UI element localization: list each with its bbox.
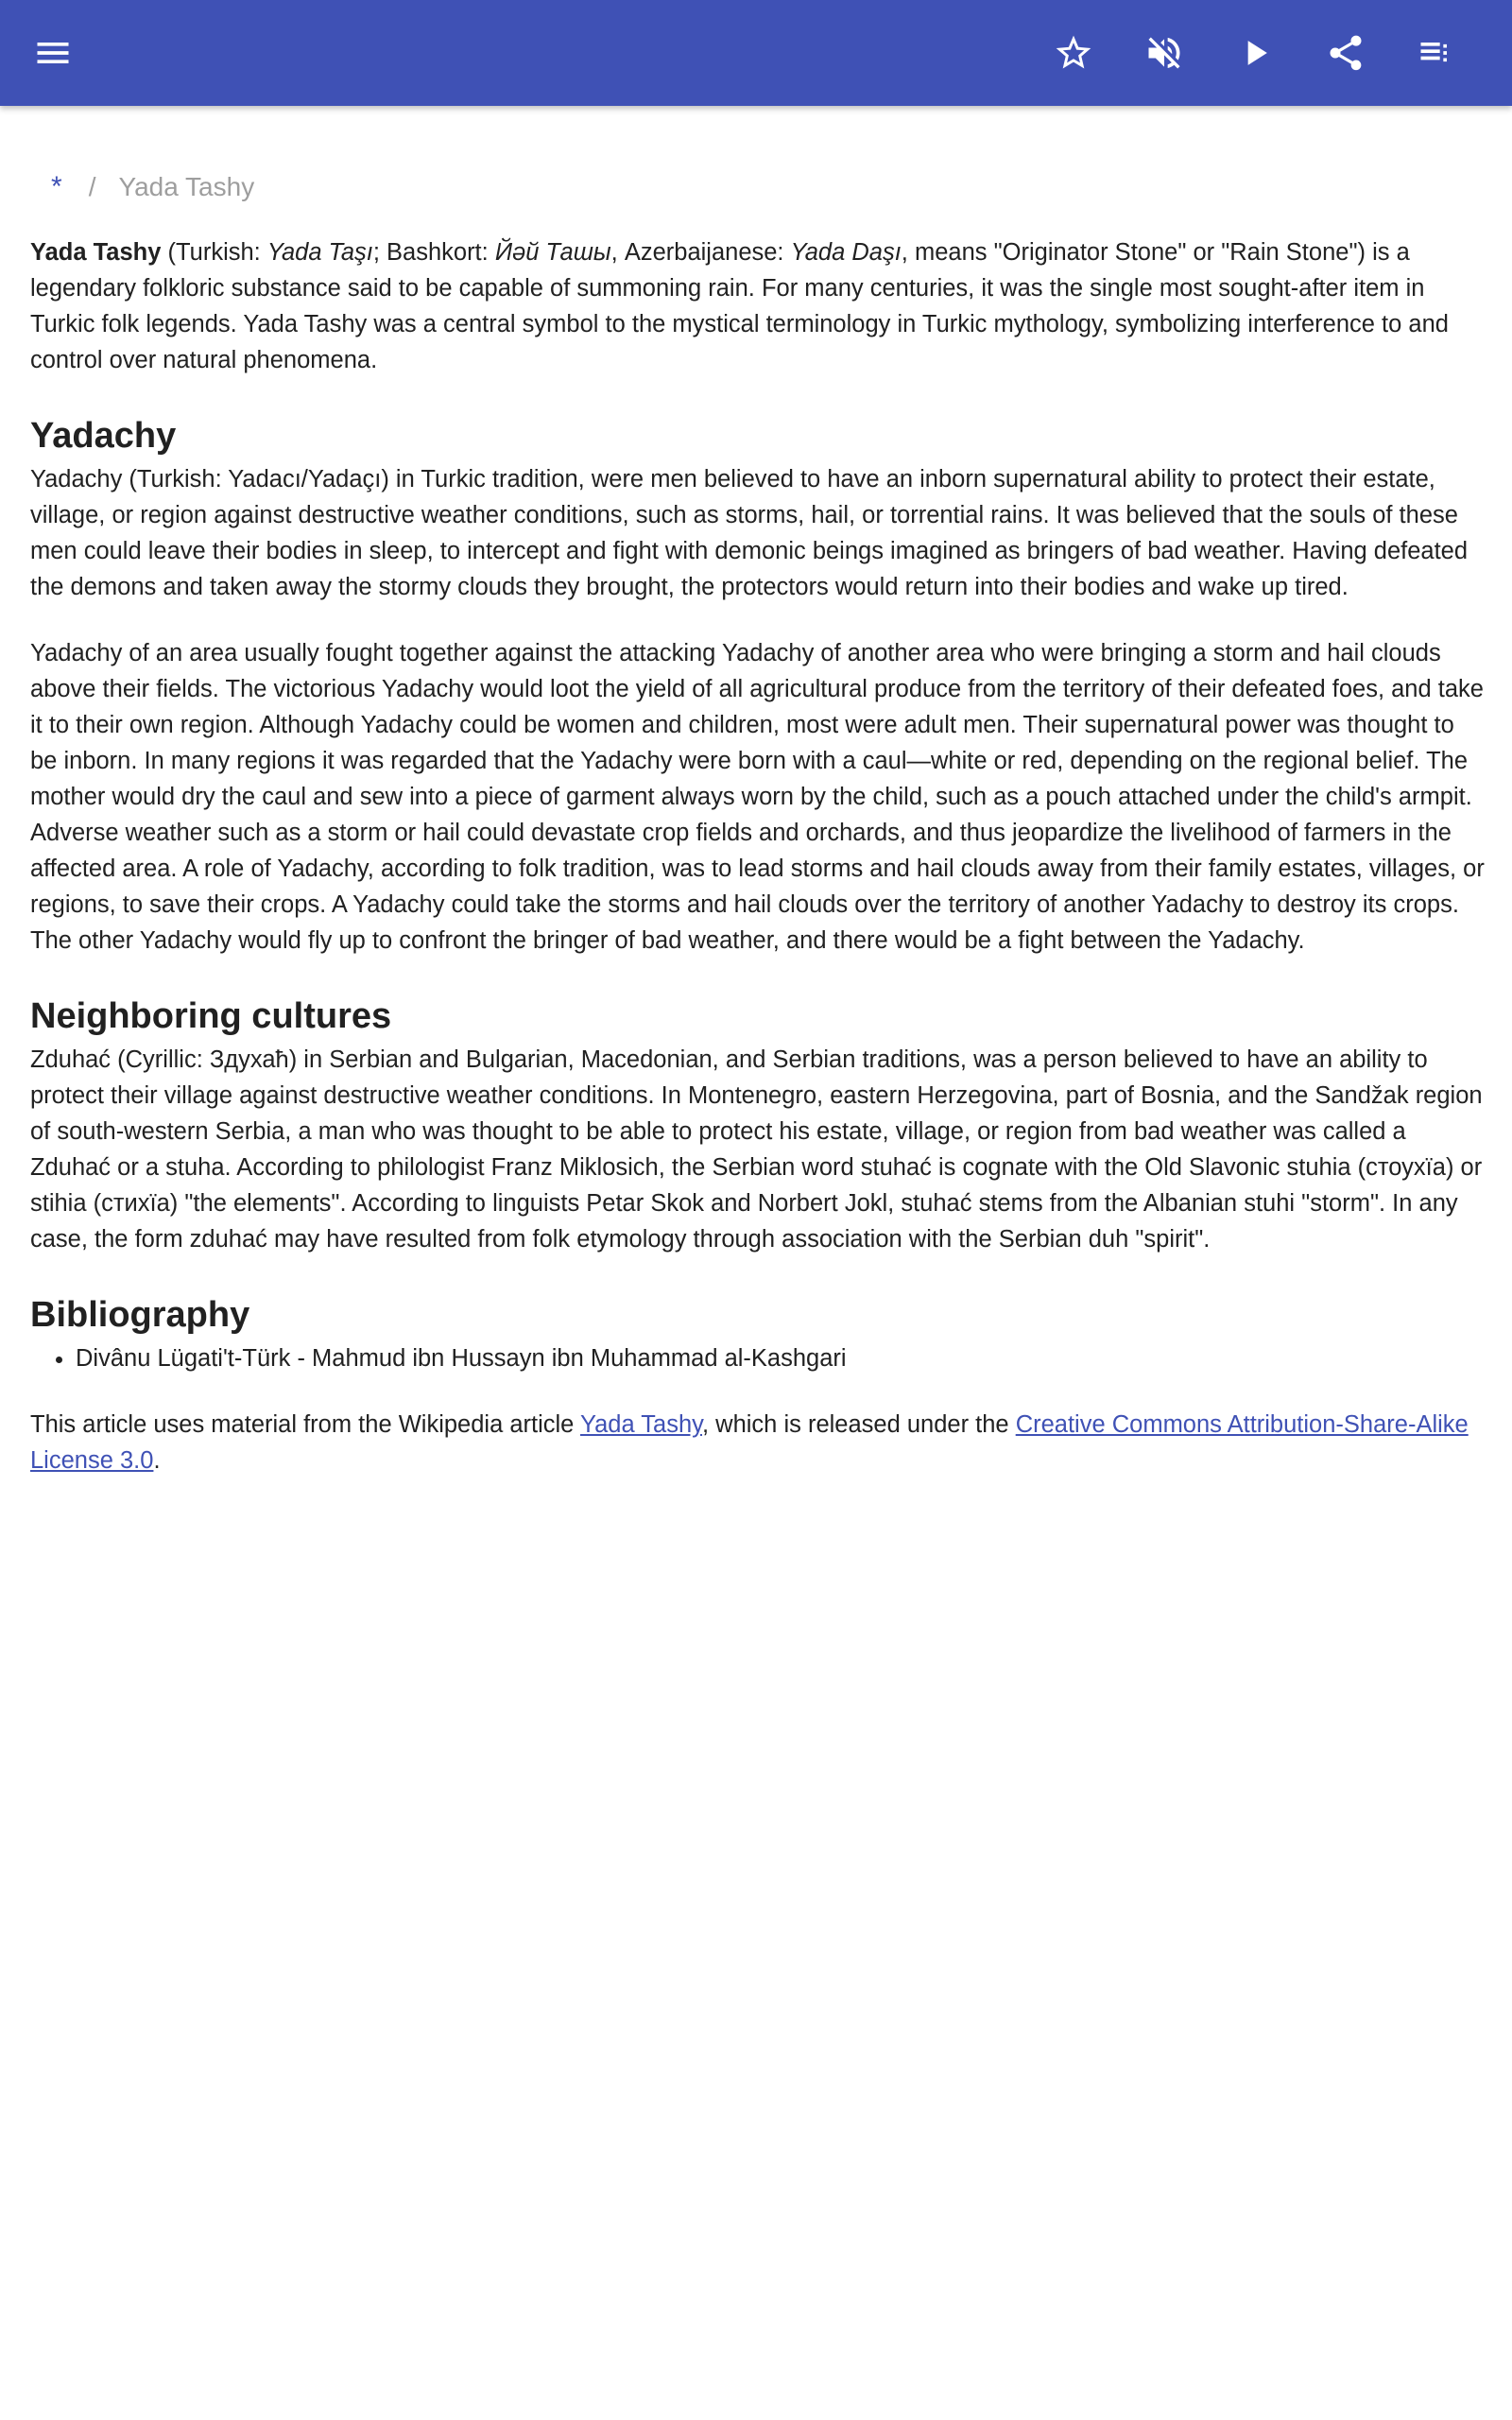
intro-title: Yada Tashy bbox=[30, 239, 162, 266]
intro-paragraph: Yada Tashy (Turkish: Yada Taşı; Bashkort: Йәй Ташы, Azerbaijanese: Yada Daşı, means "Originator Stone" or "Rain Stone") is a legendary folkloric substance said to be capable of summoning rain. For many centuries, it was the single most sought-after item in Turkic folk legends. Yada Tashy was a central symbol to the mystical terminology in Turkic mythology, symbolizing interference to and control over natural phenomena. bbox=[30, 239, 1449, 373]
turkish-name: Yada Taşı bbox=[266, 239, 373, 266]
yadachy-paragraph-1: Yadachy (Turkish: Yadacı/Yadaçı) in Turkic tradition, were men believed to have an inborn supernatural ability to protect their estate, village, or region against destructive weather conditions, such as storms, hail, or torrential rains. It was believed that the souls of these men could leave their bodies in sleep, to intercept and fight with demonic beings imagined as bringers of bad weather. Having defeated the demons and taken away the stormy clouds they brought, the protectors would return into their bodies and wake up tired. bbox=[30, 466, 1469, 600]
azeri-name: Yada Daşı bbox=[790, 239, 902, 266]
neighboring-paragraph: Zduhać (Cyrillic: Здухаћ) in Serbian and Bulgarian, Macedonian, and Serbian traditions, was a person believed to have an ability to protect their village against destructive weather conditions. In Montenegro, eastern Herzegovina, part of Bosnia, and the Sandžak region of south-western Serbia, a man who was thought to be able to protect his estate, village, or region from bad weather was called a Zduhać or a stuha. According to philologist Franz Miklosich, the Serbian word stuhać is cognate with the Old Slavonic stuhia (стоухïа) or stihia (стихïа) "the elements". According to linguists Petar Skok and Norbert Jokl, stuhać stems from the Albanian stuhi "storm". In any case, the form zduhać may have resulted from folk etymology through association with the Serbian duh "spirit". bbox=[30, 1046, 1483, 1253]
breadcrumb-current: Yada Tashy bbox=[118, 172, 255, 201]
section-heading-neighboring: Neighboring cultures bbox=[30, 996, 392, 1036]
breadcrumb-home-link[interactable]: * bbox=[51, 171, 62, 202]
section-heading-bibliography: Bibliography bbox=[30, 1295, 250, 1335]
license-link[interactable]: Creative Commons Attribution-Share-Alike License 3.0 bbox=[30, 1411, 1469, 1474]
license-footer: This article uses material from the Wikipedia article Yada Tashy, which is released under the Creative Commons Attribution-Share-Alike License 3.0. bbox=[30, 1411, 1469, 1474]
play-icon[interactable] bbox=[1228, 26, 1281, 79]
article-content bbox=[30, 161, 1486, 1478]
bashkort-name: Йәй Ташы bbox=[494, 239, 611, 266]
volume-off-icon[interactable] bbox=[1138, 26, 1191, 79]
breadcrumb-separator: / bbox=[88, 172, 96, 201]
breadcrumb bbox=[30, 161, 1486, 214]
yadachy-paragraph-2: Yadachy of an area usually fought together against the attacking Yadachy of another area who were bringing a storm and hail clouds above their fields. The victorious Yadachy would loot the yield of all agricultural produce from the territory of their defeated foes, and take it to their own region. Although Yadachy could be women and children, most were adult men. Their supernatural power was thought to be inborn. In many regions it was regarded that the Yadachy were born with a caul—white or red, depending on the regional belief. The mother would dry the caul and sew into a piece of garment always worn by the child, such as a pouch attached under the child's armpit. Adverse weather such as a storm or hail could devastate crop fields and orchards, and thus jeopardize the livelihood of farmers in the affected area. A role of Yadachy, according to folk tradition, was to lead storms and hail clouds away from their family estates, villages, or regions, to save their crops. A Yadachy could take the storms and hail clouds over the territory of another Yadachy to destroy its crops. The other Yadachy would fly up to confront the bringer of bad weather, and there would be a fight between the Yadachy. bbox=[30, 640, 1485, 954]
playlist-icon[interactable] bbox=[1410, 26, 1463, 79]
bibliography-list bbox=[30, 1340, 1486, 1376]
section-heading-yadachy: Yadachy bbox=[30, 416, 177, 456]
share-icon[interactable] bbox=[1319, 26, 1372, 79]
menu-icon[interactable] bbox=[26, 26, 79, 79]
star-outline-icon[interactable] bbox=[1047, 26, 1100, 79]
list-item: • Divânu Lügati't-Türk - Mahmud ibn Hussayn ibn Muhammad al-Kashgari bbox=[76, 1340, 1486, 1376]
article-link[interactable]: Yada Tashy bbox=[579, 1411, 702, 1438]
app-toolbar bbox=[0, 0, 1512, 106]
